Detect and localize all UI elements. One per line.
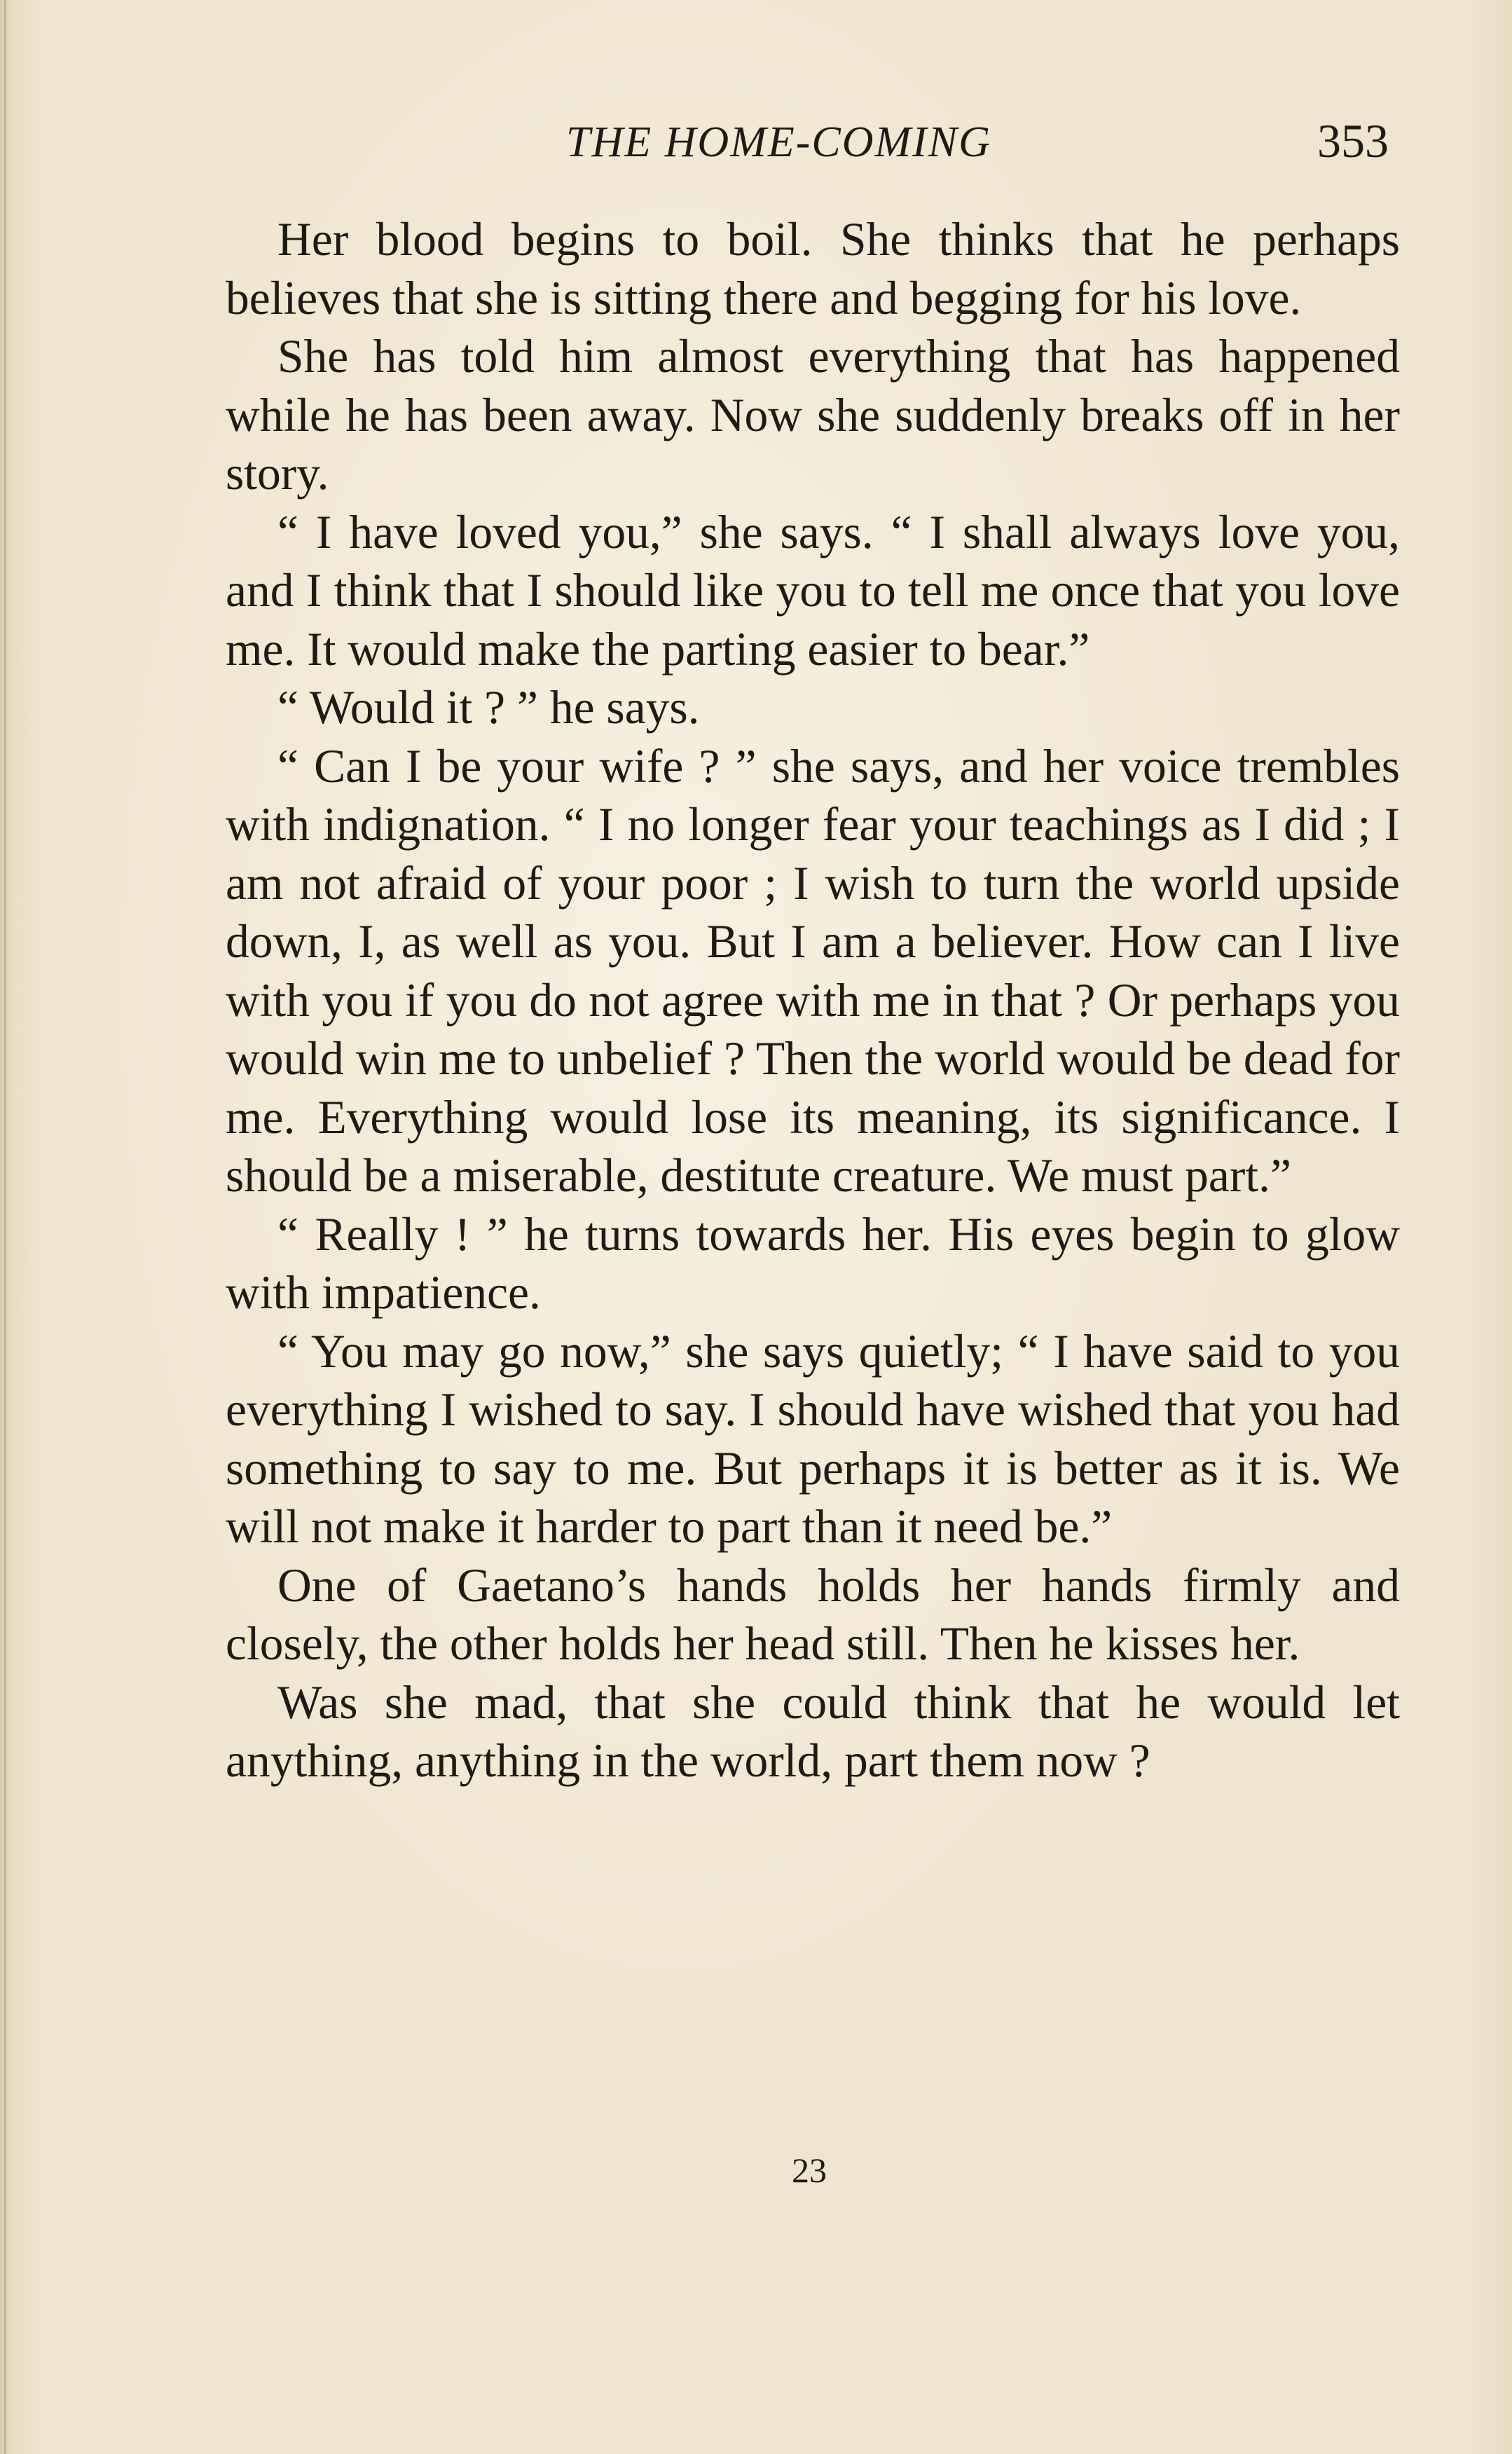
paragraph: “ I have loved you,” she says. “ I shall always love you, and I think that I should like you to tell me once that you love me. It would make the parting easier to bear.”: [226, 505, 1400, 676]
signature-mark: 23: [792, 2151, 827, 2190]
paragraph: “ Can I be your wife ? ” she says, and her voice trembles with indignation. “ I no longer fear your teachings as I did ; I am not afraid of your poor ; I wish to turn the world upside down, I, as well as you. But I am a believer. How can I live with you if you do not agree with me in that ? Or perhaps you would win me to unbelief ? Then the world would be dead for me. Everything would lose its meaning, its significance. I should be a miserable, destitute creature. We must part.”: [226, 739, 1400, 1202]
paragraph: One of Gaetano’s hands holds her hands firmly and closely, the other holds her head still. Then he kisses her.: [226, 1558, 1400, 1670]
binding-gutter: [4, 0, 6, 2454]
paragraph: “ Would it ? ” he says.: [277, 681, 700, 734]
paragraph: Her blood begins to boil. She thinks that he perhaps believes that she is sitting there and begging for his love.: [226, 213, 1400, 324]
running-title: THE HOME-COMING: [566, 118, 991, 166]
paragraph: “ You may go now,” she says quietly; “ I have said to you everything I wished to say. I should have wished that you had something to say to me. But perhaps it is better as it is. We will not make it harder to part than it need be.”: [226, 1324, 1400, 1553]
paragraph: “ Really ! ” he turns towards her. His eyes begin to glow with impatience.: [226, 1207, 1400, 1319]
page-number: 353: [1317, 114, 1389, 167]
body-text: [226, 210, 1400, 1790]
paragraph: She has told him almost everything that has happened while he has been away. Now she suddenly breaks off in her story.: [226, 330, 1400, 500]
running-head: [0, 114, 1512, 188]
paragraph: Was she mad, that she could think that he would let anything, anything in the world, part them now ?: [226, 1675, 1400, 1787]
